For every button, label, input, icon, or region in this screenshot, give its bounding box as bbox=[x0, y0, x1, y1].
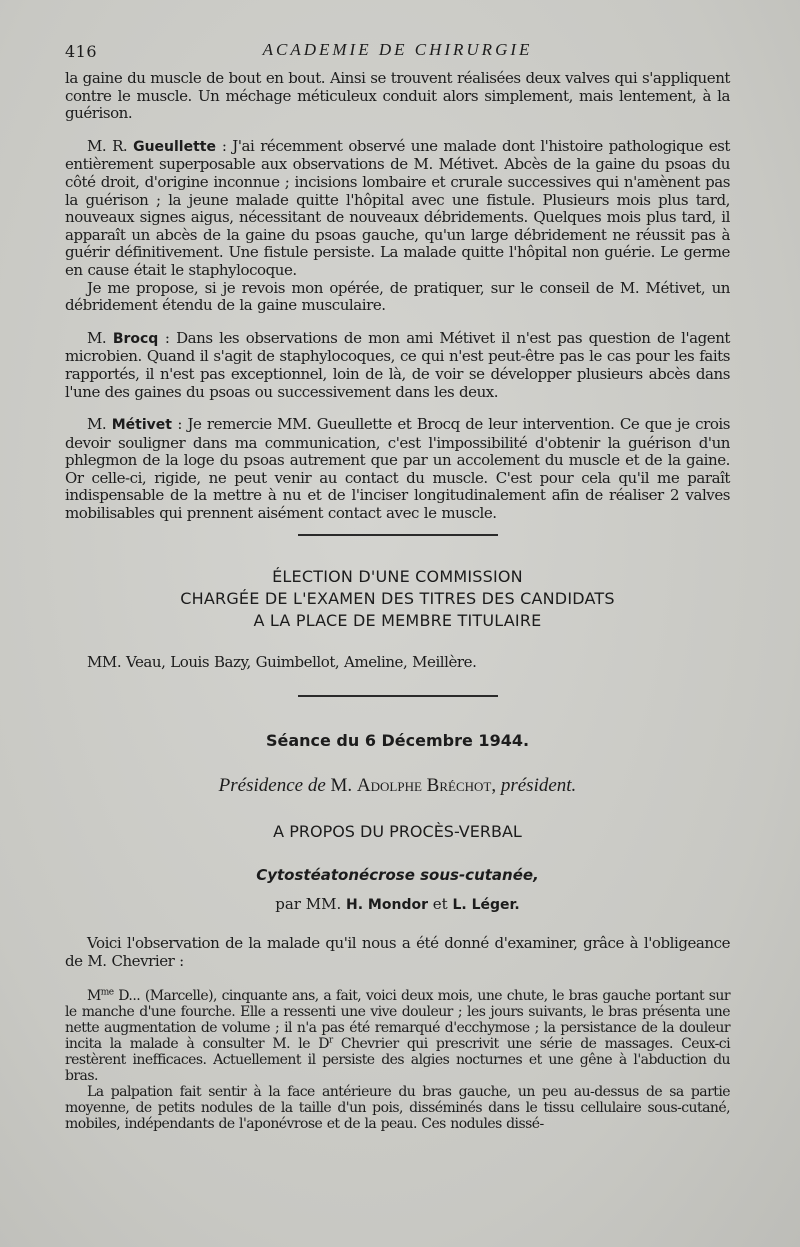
speaker-prefix: M. R. bbox=[87, 136, 128, 155]
paragraph-brocq bbox=[65, 330, 730, 401]
heading-line: ÉLECTION D'UNE COMMISSION bbox=[272, 566, 523, 586]
speaker-prefix: M. bbox=[87, 328, 107, 347]
speaker-name: Métivet bbox=[111, 417, 172, 434]
paragraph-text: : J'ai récemment observé une malade dont l'histoire pathologique est entièrement superposable aux observations de M. Métivet. Abcès de la gaine du psoas du côté droit, d'origine inconnue ; incisions lombaire et crurale successives qui n'amènent pas la guérison ; la jeune malade quitte l'hôpital avec une fistule. Plusieurs mois plus tard, nouveaux signes aigus, nécessitant de nouveaux débridements. Quelques mois plus tard, il apparaît un abcès de la gaine du psoas gauche, qu'un large débridement ne réussit pas à guérir définitivement. Une fistule persiste. La malade quitte l'hôpital non guérie. Le germe en cause était le staphylocoque. bbox=[65, 136, 730, 279]
section-divider bbox=[298, 534, 498, 536]
observation-paragraph: La palpation fait sentir à la face antérieure du bras gauche, un peu au-dessus de sa partie moyenne, de petits nodules de la taille d'un pois, disséminés dans le tissu cellulaire sous-cutané, mobiles, indépendants de l'aponévrose et de la peau. Ces nodules dissé- bbox=[65, 1084, 730, 1133]
president-title: M. bbox=[330, 775, 353, 797]
presidence-label: Présidence de bbox=[218, 775, 326, 797]
authors-and: et bbox=[432, 895, 448, 914]
observation-text: D... (Marcelle), cinquante ans, a fait, voici deux mois, une chute, le bras gauche portant sur le manche d'une fourche. Elle a ressenti une vive douleur ; les jours suivants, le bras présenta une nette augmentation de volume ; il n'a pas été remarqué d'ecchymose ; la persistance de la douleur incita la malade à consulter M. le D bbox=[65, 988, 730, 1053]
paragraph-continuation: la gaine du muscle de bout en bout. Ainsi se trouvent réalisées deux valves qui s'appliquent contre le muscle. Un méchage méticuleux conduit alors simplement, mais lentement, à la guérison. bbox=[65, 69, 730, 123]
paragraph-proposal: Je me propose, si je revois mon opérée, de pratiquer, sur le conseil de M. Métivet, un débridement étendu de la gaine musculaire. bbox=[65, 278, 730, 315]
observation-body bbox=[65, 988, 730, 1132]
seance-title: Séance du 6 Décembre 1944. bbox=[265, 731, 530, 751]
paragraph-metivet bbox=[65, 416, 730, 523]
paragraph-text: : Dans les observations de mon ami Métivet il n'est pas question de l'agent microbien. Quand il s'agit de staphylocoques, ce qui n'est peut-être pas le cas pour les faits rapportés, il n'est pas exceptionnel, loin de là, de voir se développer plusieurs abcès dans l'une des gaines du psoas ou successivement dans les deux. bbox=[65, 328, 731, 401]
commission-members: MM. Veau, Louis Bazy, Guimbellot, Ameline, Meillère. bbox=[87, 652, 477, 671]
presidence-line: Présidence de M. Adolphe Bréchot, président. bbox=[218, 775, 577, 797]
author-name: H. Mondor bbox=[346, 897, 428, 914]
author-name: L. Léger. bbox=[452, 897, 520, 914]
heading-line: CHARGÉE DE L'EXAMEN DES TITRES DES CANDIDATS bbox=[180, 588, 615, 608]
patient-title: M bbox=[87, 988, 101, 1005]
president-name: Adolphe Bréchot bbox=[356, 775, 492, 797]
heading-line: A LA PLACE DE MEMBRE TITULAIRE bbox=[253, 610, 542, 630]
running-header bbox=[65, 36, 730, 70]
observation-text: Chevrier qui prescrivit une série de massages. Ceux-ci restèrent inefficaces. Actuellement il persiste des algies nocturnes et une gêne à l'abduction du bras. bbox=[65, 1036, 731, 1085]
paragraph-gueullette bbox=[65, 138, 730, 280]
speaker-name: Brocq bbox=[112, 330, 159, 347]
paragraph-text: : Je remercie MM. Gueullette et Brocq de leur intervention. Ce que je crois devoir souligner dans ma communication, c'est l'impossibilité d'obtenir la guérison d'un phlegmon de la loge du psoas autrement que par un accolement du muscle et de la gaine. Or celle-ci, rigide, ne peut venir au contact du muscle. C'est pour cela qu'il me paraît indispensable de la mettre à nu et de l'inciser longitudinalement afin de réaliser 2 valves mobilisables qui prennent aisément contact avec le muscle. bbox=[65, 415, 730, 523]
superscript: me bbox=[100, 987, 114, 998]
section-divider bbox=[298, 695, 498, 697]
running-title: ACADEMIE DE CHIRURGIE bbox=[262, 40, 533, 59]
election-heading bbox=[65, 566, 730, 632]
president-role: président. bbox=[500, 775, 577, 797]
observation-paragraph bbox=[65, 988, 730, 1084]
observation-intro: Voici l'observation de la malade qu'il nous a été donné d'examiner, grâce à l'obligeance de M. Chevrier : bbox=[65, 934, 730, 970]
page-number: 416 bbox=[65, 42, 98, 61]
speaker-name: Gueullette bbox=[133, 138, 216, 155]
superscript: r bbox=[328, 1035, 333, 1046]
article-authors bbox=[65, 895, 730, 913]
proces-verbal-heading: A PROPOS DU PROCÈS-VERBAL bbox=[273, 822, 522, 842]
authors-by: par MM. bbox=[275, 895, 342, 914]
speaker-prefix: M. bbox=[87, 415, 107, 434]
article-title: Cytostéatonécrose sous-cutanée, bbox=[256, 866, 539, 885]
